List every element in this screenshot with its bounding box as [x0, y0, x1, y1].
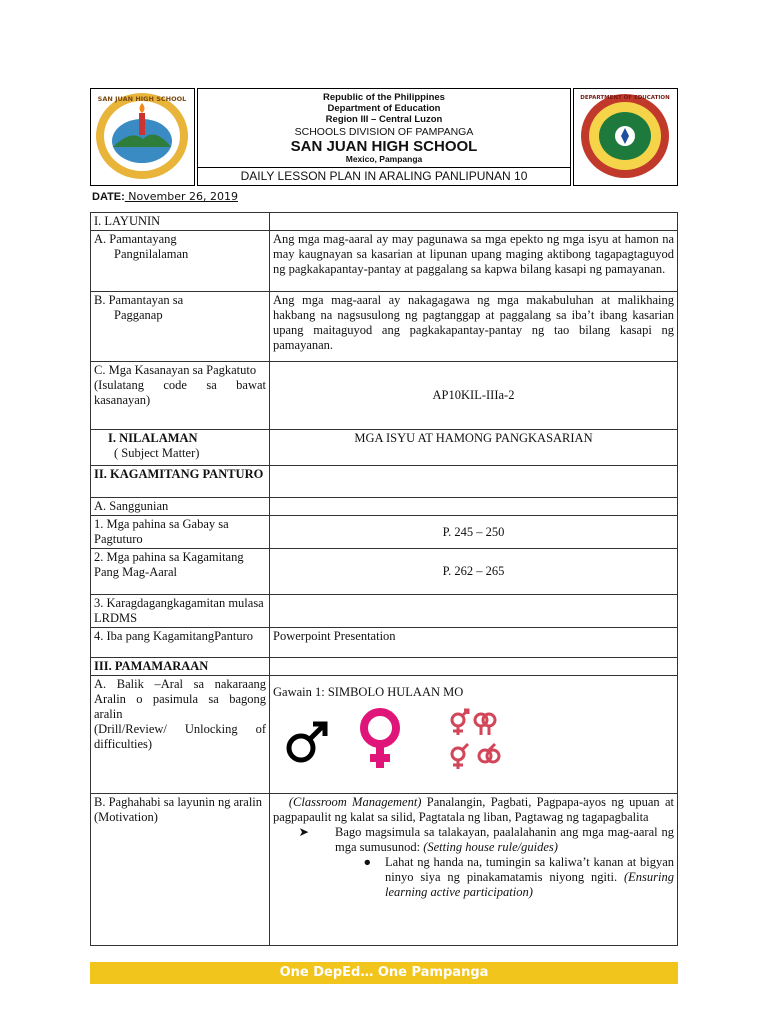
- list-item: ➤ Bago magsimula sa talakayan, paalalahanin ang mga mag-aaral ng mga sumusunod: (Setting house rule/guides): [273, 825, 674, 855]
- footer-banner: One DepEd… One Pampanga: [90, 962, 678, 984]
- date-line: [92, 190, 238, 203]
- department-line: Department of Education: [327, 102, 441, 114]
- classroom-text: Panalangin, Pagbati, Pagpapa-ayos ng upuan at pagpapaulit ng kalat sa silid, Pagtatala ng liban, Pagtawag ng tagapagbalita: [273, 795, 674, 824]
- karagdagan-label: 3. Karagdagangkagamitan mulasa LRDMS: [91, 595, 270, 628]
- kagamitang-value: P. 262 – 265: [270, 549, 678, 595]
- location-line: Mexico, Pampanga: [345, 154, 423, 165]
- classroom-label: (Classroom Management): [288, 795, 422, 809]
- header-center: [197, 88, 571, 186]
- male-symbol-icon: [289, 724, 325, 760]
- iba-label: 4. Iba pang KagamitangPanturo: [91, 628, 270, 658]
- date-value: November 26, 2019: [124, 190, 238, 203]
- nilalaman-heading: I. NILALAMAN: [108, 431, 198, 445]
- balik-aral-label: A. Balik –Aral sa nakaraang Aralin o pasimula sa bagong aralin: [94, 677, 266, 721]
- balik-aral-note: (Drill/Review/ Unlocking of difficulties): [94, 722, 266, 751]
- document-header: [90, 88, 678, 186]
- table-row: [91, 676, 678, 794]
- kasanayan-code: AP10KIL-IIIa-2: [270, 362, 678, 430]
- pagganap-label: B. Pamantayan sa: [94, 293, 184, 307]
- nilalaman-value: MGA ISYU AT HAMONG PANGKASARIAN: [270, 430, 678, 466]
- table-row: B. Pamantayan sa Pagganap Ang mga mag-aaral ay nakagagawa ng mga makabuluhan at malikhaing hakbang na nagsusulong ng pagtanggap at paggalang sa iba’t ibang kasarian upang maitaguyod ang pagkakapantay-pantay ng tao bilang kasapi ng pamayanan.: [91, 292, 678, 362]
- dot-bullet-icon: ●: [363, 855, 371, 869]
- lesson-plan-table: [90, 212, 678, 946]
- kasanayan-label: C. Mga Kasanayan sa Pagkatuto: [94, 363, 257, 377]
- kasanayan-note: (Isulatang code sa bawat kasanayan): [94, 378, 266, 407]
- date-label: DATE:: [92, 191, 125, 203]
- gender-diversity-icon: [452, 710, 499, 769]
- arrow-bullet-icon: ➤: [298, 825, 309, 839]
- table-row: [91, 213, 678, 231]
- table-row: [91, 516, 678, 549]
- subject-matter: ( Subject Matter): [114, 446, 200, 460]
- republic-line: Republic of the Philippines: [323, 92, 445, 103]
- table-row: [91, 549, 678, 595]
- list-item: ● Lahat ng handa na, tumingin sa kaliwa’t kanan at bigyan ninyo siya ng pinakamatamis niyong ngiti. (Ensuring learning active participation): [273, 855, 674, 900]
- table-row: A. Pamantayang Pangnilalaman Ang mga mag-aaral ay may pagunawa sa mga epekto ng mga isyu at hamon na may kaugnayan sa kasarian at lipunan upang maging aktibong tagapagtaguyod ng pagkakapantay-pantay at paggalang sa kapwa bilang kasapi ng pamayanan.: [91, 231, 678, 292]
- layunin-heading: I. LAYUNIN: [91, 213, 270, 231]
- table-row: [91, 430, 678, 466]
- table-row: [91, 362, 678, 430]
- logo-text: SAN JUAN HIGH SCHOOL: [97, 95, 187, 103]
- table-row: [91, 658, 678, 676]
- kagamitan-heading: II. KAGAMITANG PANTURO: [91, 466, 270, 498]
- deped-logo: [573, 88, 678, 186]
- paghahabi-label: B. Paghahabi sa layunin ng aralin (Motivation): [94, 795, 263, 824]
- table-row: [91, 628, 678, 658]
- school-name: SAN JUAN HIGH SCHOOL: [290, 137, 478, 155]
- region-line: Region III – Central Luzon: [325, 113, 443, 125]
- iba-value: Powerpoint Presentation: [270, 628, 678, 658]
- table-row: [91, 498, 678, 516]
- sanggunian-label: A. Sanggunian: [91, 498, 270, 516]
- division-line: SCHOOLS DIVISION OF PAMPANGA: [294, 125, 474, 138]
- table-row: [91, 595, 678, 628]
- plan-title: DAILY LESSON PLAN IN ARALING PANLIPUNAN 10: [198, 167, 570, 185]
- gawain-title: Gawain 1: SIMBOLO HULAAN MO: [273, 685, 464, 699]
- female-symbol-icon: [364, 712, 396, 768]
- pamantayang-label: A. Pamantayang: [94, 232, 177, 246]
- table-row: [91, 794, 678, 946]
- logo-text: DEPARTMENT OF EDUCATION: [580, 95, 670, 101]
- school-logo: [90, 88, 195, 186]
- gabay-value: P. 245 – 250: [270, 516, 678, 549]
- table-row: [91, 466, 678, 498]
- pagganap-text: Ang mga mag-aaral ay nakagagawa ng mga makabuluhan at malikhaing hakbang na nagsusulong ng pagtanggap at paggalang sa iba’t ibang kasarian upang maitaguyod ang pagkakapantay-pantay ng tao bilang kasapi ng pamayanan.: [270, 292, 678, 362]
- pamantayang-text: Ang mga mag-aaral ay may pagunawa sa mga epekto ng mga isyu at hamon na may kaugnayan sa kasarian at lipunan upang maging aktibong tagapagtaguyod ng pagkakapantay-pantay at paggalang sa kapwa bilang kasapi ng pamayanan.: [270, 231, 678, 292]
- kagamitang-label: 2. Mga pahina sa Kagamitang Pang Mag-Aaral: [91, 549, 270, 595]
- gabay-label: 1. Mga pahina sa Gabay sa Pagtuturo: [91, 516, 270, 549]
- gender-symbols: [273, 706, 674, 770]
- pamamaraan-heading: III. PAMAMARAAN: [91, 658, 270, 676]
